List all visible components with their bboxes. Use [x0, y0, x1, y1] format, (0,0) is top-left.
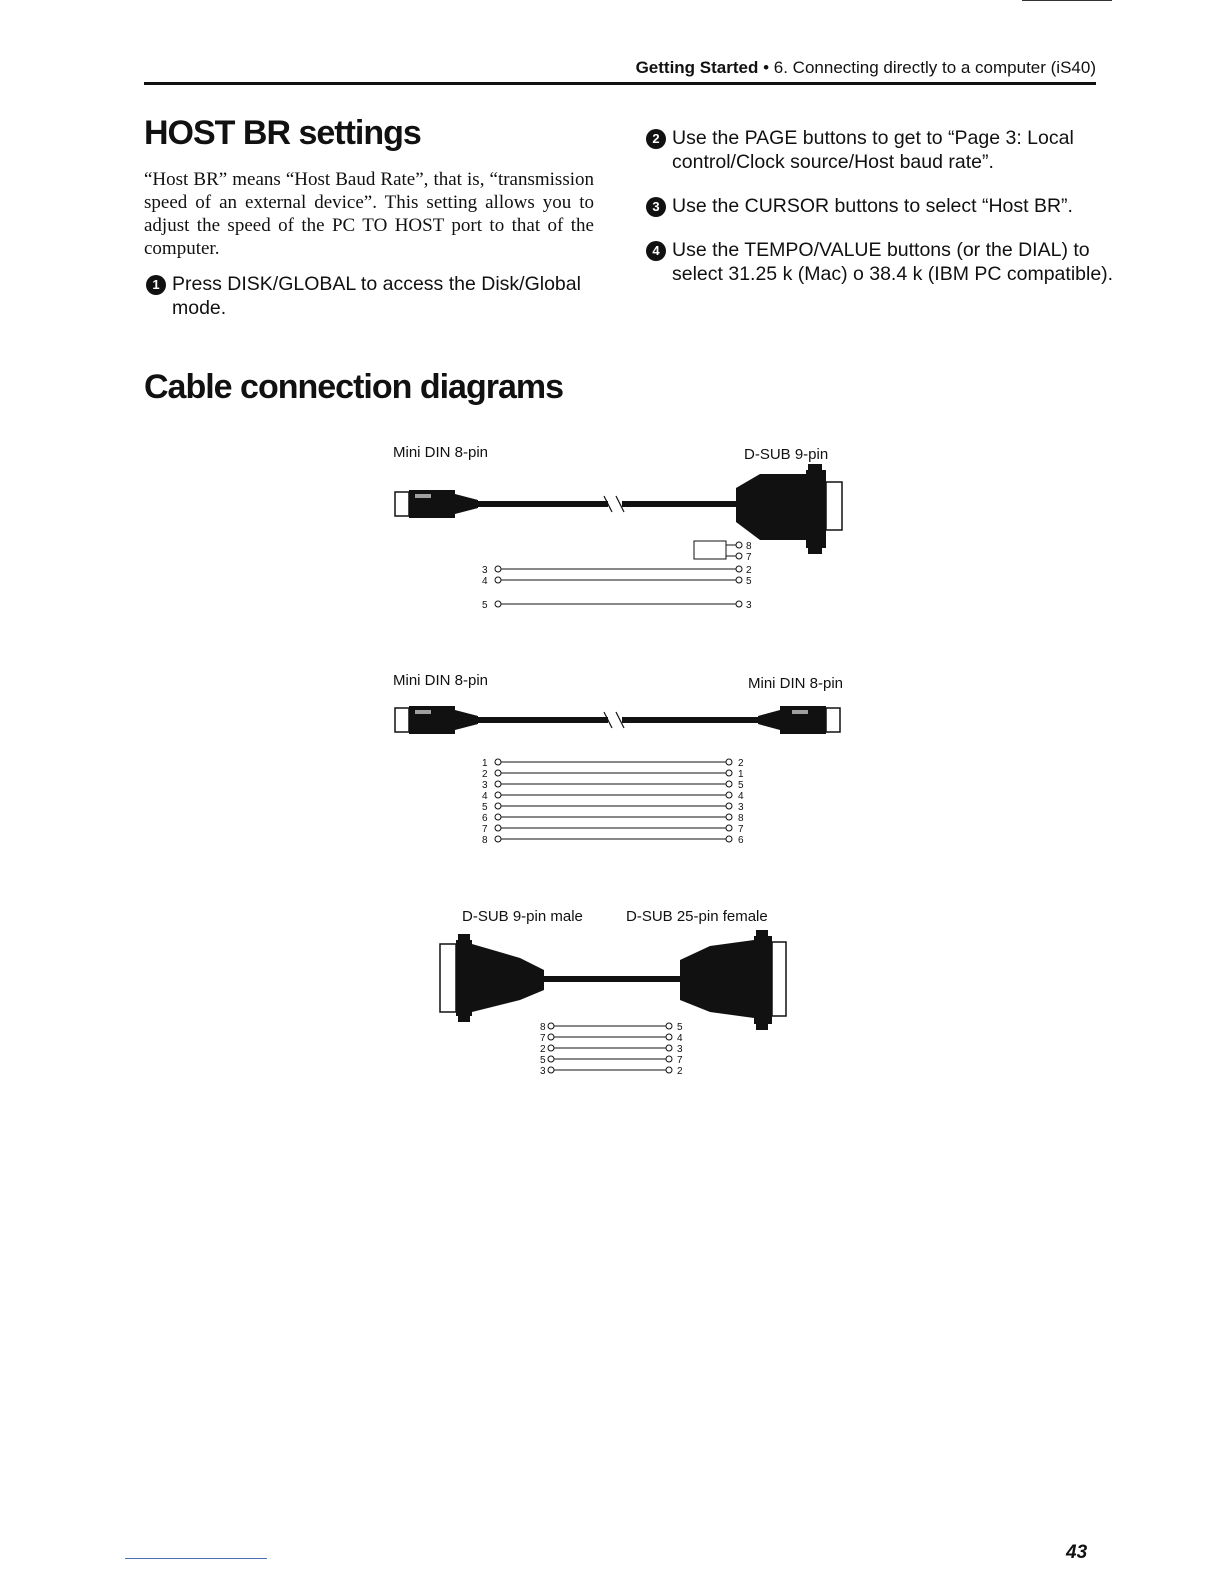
- pin-label: 3: [746, 600, 752, 611]
- cable-line: [478, 717, 608, 723]
- pin-label: 6: [482, 813, 488, 824]
- pin-label: 7: [677, 1055, 683, 1066]
- pin-label: 2: [540, 1044, 546, 1055]
- step-4-number: 4: [646, 241, 666, 261]
- pin-label: 2: [746, 565, 752, 576]
- step-2-text: Use the PAGE buttons to get to “Page 3: Local control/Clock source/Host baud rate”.: [672, 127, 1074, 173]
- cable-line: [544, 976, 680, 982]
- pin-label: 8: [746, 541, 752, 552]
- diagram-3-right-label: D-SUB 25-pin female: [626, 908, 768, 925]
- cable-line: [622, 501, 740, 507]
- mini-din-plug-icon: [395, 706, 478, 734]
- pin-label: 1: [738, 769, 744, 780]
- host-br-intro: “Host BR” means “Host Baud Rate”, that is, “transmission speed of an external device”. This setting allows you to adjust the speed of the PC TO HOST port to that of the computer.: [144, 169, 594, 259]
- diagram-2-right-label: Mini DIN 8-pin: [748, 675, 844, 692]
- pin-label: 5: [746, 576, 752, 587]
- cable-line: [622, 717, 758, 723]
- pin-label: 5: [482, 600, 488, 611]
- step-3-text: Use the CURSOR buttons to select “Host BR”.: [672, 195, 1073, 217]
- pin-label: 5: [482, 802, 488, 813]
- diagram-2-left-label: Mini DIN 8-pin: [393, 672, 489, 689]
- step-3-number: 3: [646, 197, 666, 217]
- step-4-text: Use the TEMPO/VALUE buttons (or the DIAL) to select 31.25 k (Mac) o 38.4 k (IBM PC compatible).: [672, 239, 1114, 285]
- pin-label: 8: [482, 835, 488, 846]
- step-1-text: Press DISK/GLOBAL to access the Disk/Global mode.: [172, 273, 581, 319]
- pin-label: 7: [738, 824, 744, 835]
- cable-line: [478, 501, 608, 507]
- pin-label: 7: [482, 824, 488, 835]
- mini-din-plug-icon: [758, 706, 840, 734]
- pin-label: 4: [738, 791, 744, 802]
- dsub-connector-icon: [736, 464, 842, 554]
- pin-label: 2: [738, 758, 744, 769]
- diagram-1-wiring: [482, 541, 752, 611]
- host-br-heading: HOST BR settings: [144, 114, 421, 152]
- footer-rule: [125, 1558, 267, 1559]
- running-head-section: Getting Started: [635, 58, 759, 77]
- pin-label: 1: [482, 758, 488, 769]
- dsub-25-female-connector-icon: [680, 930, 786, 1030]
- pin-label: 3: [677, 1044, 683, 1055]
- diagram-3-left-label: D-SUB 9-pin male: [462, 908, 583, 925]
- pin-label: 5: [540, 1055, 546, 1066]
- jumper-bracket: [694, 541, 726, 559]
- pin-label: 7: [746, 552, 752, 563]
- pin-label: 4: [677, 1033, 683, 1044]
- pin-label: 5: [738, 780, 744, 791]
- diagram-2-wiring: [482, 758, 744, 846]
- step-1-number: 1: [146, 275, 166, 295]
- pin-label: 3: [540, 1066, 546, 1077]
- pin-label: 2: [482, 769, 488, 780]
- pin-label: 8: [540, 1022, 546, 1033]
- running-head-separator: •: [763, 58, 770, 77]
- pin-label: 4: [482, 576, 488, 587]
- pin-label: 8: [738, 813, 744, 824]
- diagram-1-right-label: D-SUB 9-pin: [744, 446, 829, 463]
- step-2-number: 2: [646, 129, 666, 149]
- mini-din-plug-icon: [395, 490, 478, 518]
- pin-label: 3: [482, 565, 488, 576]
- pin-label: 7: [540, 1033, 546, 1044]
- pin-label: 2: [677, 1066, 683, 1077]
- pin-label: 3: [482, 780, 488, 791]
- page-number: 43: [1066, 1542, 1088, 1563]
- diagram-1-left-label: Mini DIN 8-pin: [393, 444, 489, 461]
- dsub-9-male-connector-icon: [440, 934, 544, 1022]
- diagram-3-wiring: [540, 1022, 683, 1077]
- running-head-chapter: 6. Connecting directly to a computer (iS40): [773, 58, 1096, 77]
- pin-label: 3: [738, 802, 744, 813]
- pin-label: 6: [738, 835, 744, 846]
- cable-diagrams-heading: Cable connection diagrams: [144, 368, 563, 406]
- pin-label: 4: [482, 791, 488, 802]
- pin-label: 5: [677, 1022, 683, 1033]
